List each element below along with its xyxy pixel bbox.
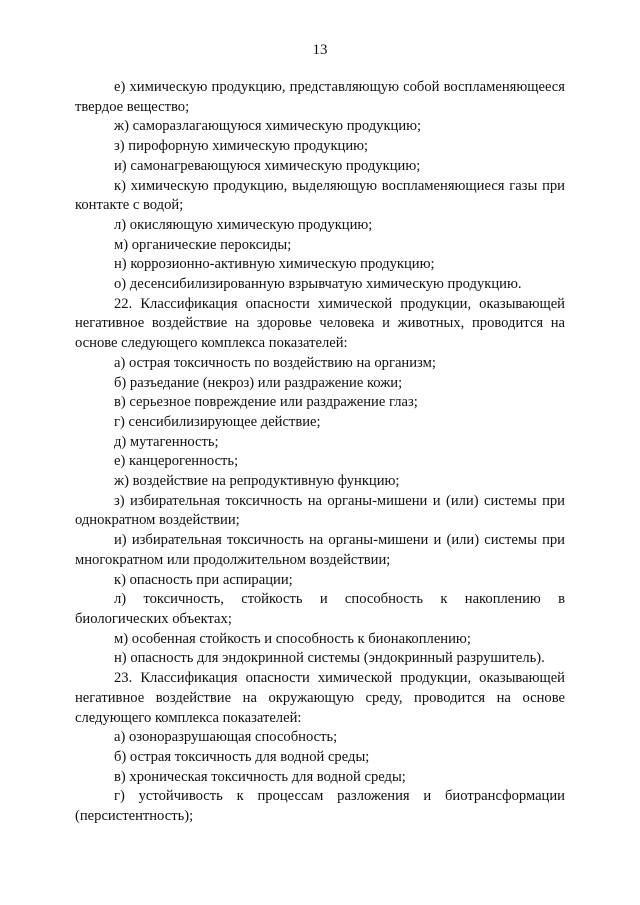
paragraph: б) разъедание (некроз) или раздражение кожи; (114, 374, 403, 391)
paragraph: к) опасность при аспирации; (114, 571, 293, 588)
paragraph: б) острая токсичность для водной среды; (114, 748, 370, 765)
paragraph: н) опасность для эндокринной системы (эндокринный разрушитель). (114, 650, 545, 667)
section-paragraph-22: 22. Классификация опасности химической продукции, оказывающей негативное воздействие на здоровье человека и животных, проводится на основе следующего комплекса показателей: (75, 295, 565, 352)
paragraph: в) серьезное повреждение или раздражение глаз; (114, 394, 418, 411)
paragraph: г) сенсибилизирующее действие; (114, 413, 321, 430)
page-number: 13 (312, 42, 328, 58)
paragraph: а) озоноразрушающая способность; (114, 729, 338, 746)
paragraph: е) химическую продукцию, представляющую собой воспламеняющееся твердое вещество; (75, 79, 565, 115)
paragraph: ж) воздействие на репродуктивную функцию; (114, 473, 400, 490)
paragraph: л) токсичность, стойкость и способность к накоплению в биологических объектах; (75, 591, 565, 627)
paragraph: з) избирательная токсичность на органы-мишени и (или) системы при однократном воздействии; (75, 492, 565, 529)
paragraph: л) окисляющую химическую продукцию; (114, 216, 373, 233)
paragraph: о) десенсибилизированную взрывчатую химическую продукцию. (114, 276, 522, 293)
paragraph: з) пирофорную химическую продукцию; (114, 138, 369, 155)
paragraph: е) канцерогенность; (114, 453, 239, 470)
paragraph: и) самонагревающуюся химическую продукцию; (114, 157, 421, 174)
paragraph: г) устойчивость к процессам разложения и биотрансформации (персистентность); (75, 788, 565, 825)
document-body (75, 78, 565, 827)
paragraph: и) избирательная токсичность на органы-мишени и (или) системы при многократном или продолжительном воздействии; (75, 532, 565, 568)
paragraph: н) коррозионно-активную химическую продукцию; (114, 256, 435, 273)
paragraph: м) особенная стойкость и способность к бионакоплению; (114, 630, 471, 647)
paragraph: ж) саморазлагающуюся химическую продукцию; (114, 118, 422, 135)
paragraph: в) хроническая токсичность для водной среды; (114, 768, 406, 785)
section-paragraph-23: 23. Классификация опасности химической продукции, оказывающей негативное воздействие на окружающую среду, проводится на основе следующего комплекса показателей: (75, 670, 565, 726)
paragraph: м) органические пероксиды; (114, 236, 292, 253)
paragraph: к) химическую продукцию, выделяющую воспламеняющиеся газы при контакте с водой; (75, 177, 565, 214)
paragraph: а) острая токсичность по воздействию на организм; (114, 354, 436, 371)
paragraph: д) мутагенность; (114, 433, 219, 450)
